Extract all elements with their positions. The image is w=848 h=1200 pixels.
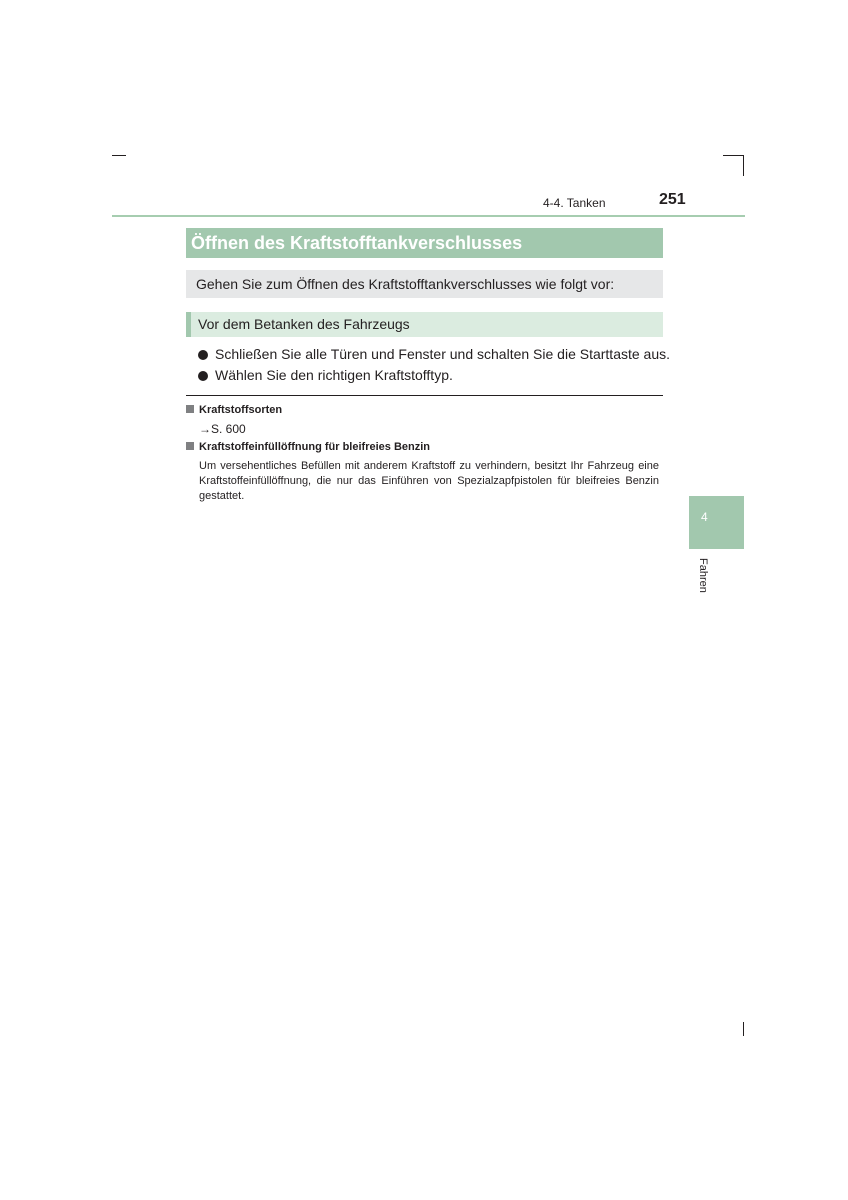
bullet-icon	[198, 371, 208, 381]
bullet-text: Wählen Sie den richtigen Kraftstofftyp.	[215, 367, 453, 383]
note-body: Um versehentliches Befüllen mit anderem Kraftstoff zu verhindern, besitzt Ihr Fahrzeug eine Kraftstoffeinfüllöffnung, die nur das Einführen von Spezialzapfpistolen für bleifreies Benzin gestattet.	[199, 460, 659, 502]
divider	[186, 395, 663, 396]
note-heading	[186, 441, 430, 453]
intro-text: Gehen Sie zum Öffnen des Kraftstofftankverschlusses wie folgt vor:	[186, 270, 663, 298]
crop-mark-top-left	[112, 155, 126, 156]
page-title: Öffnen des Kraftstofftankverschlusses	[186, 228, 663, 258]
chapter-tab: 4	[689, 496, 744, 549]
bullet-icon	[198, 350, 208, 360]
bullet-text: Schließen Sie alle Türen und Fenster und schalten Sie die Starttaste aus.	[215, 346, 671, 362]
chapter-label: Fahren	[697, 558, 709, 593]
page-number: 251	[659, 191, 686, 208]
square-bullet-icon	[186, 405, 194, 413]
header-rule	[112, 215, 745, 217]
section-header: 4-4. Tanken	[543, 196, 606, 210]
crop-mark-top-right-h	[723, 155, 744, 156]
note-heading-text: Kraftstoffeinfüllöffnung für bleifreies Benzin	[199, 441, 430, 453]
note-heading-text: Kraftstoffsorten	[199, 404, 283, 416]
list-item	[198, 344, 670, 365]
square-bullet-icon	[186, 442, 194, 450]
bullet-list	[198, 344, 670, 386]
crop-mark-bottom-right-v	[743, 1022, 744, 1036]
list-item	[198, 365, 670, 386]
subsection-title: Vor dem Betanken des Fahrzeugs	[186, 312, 663, 337]
note-heading	[186, 404, 282, 416]
crop-mark-top-right-v	[743, 155, 744, 176]
page-reference: →S. 600	[199, 422, 246, 436]
